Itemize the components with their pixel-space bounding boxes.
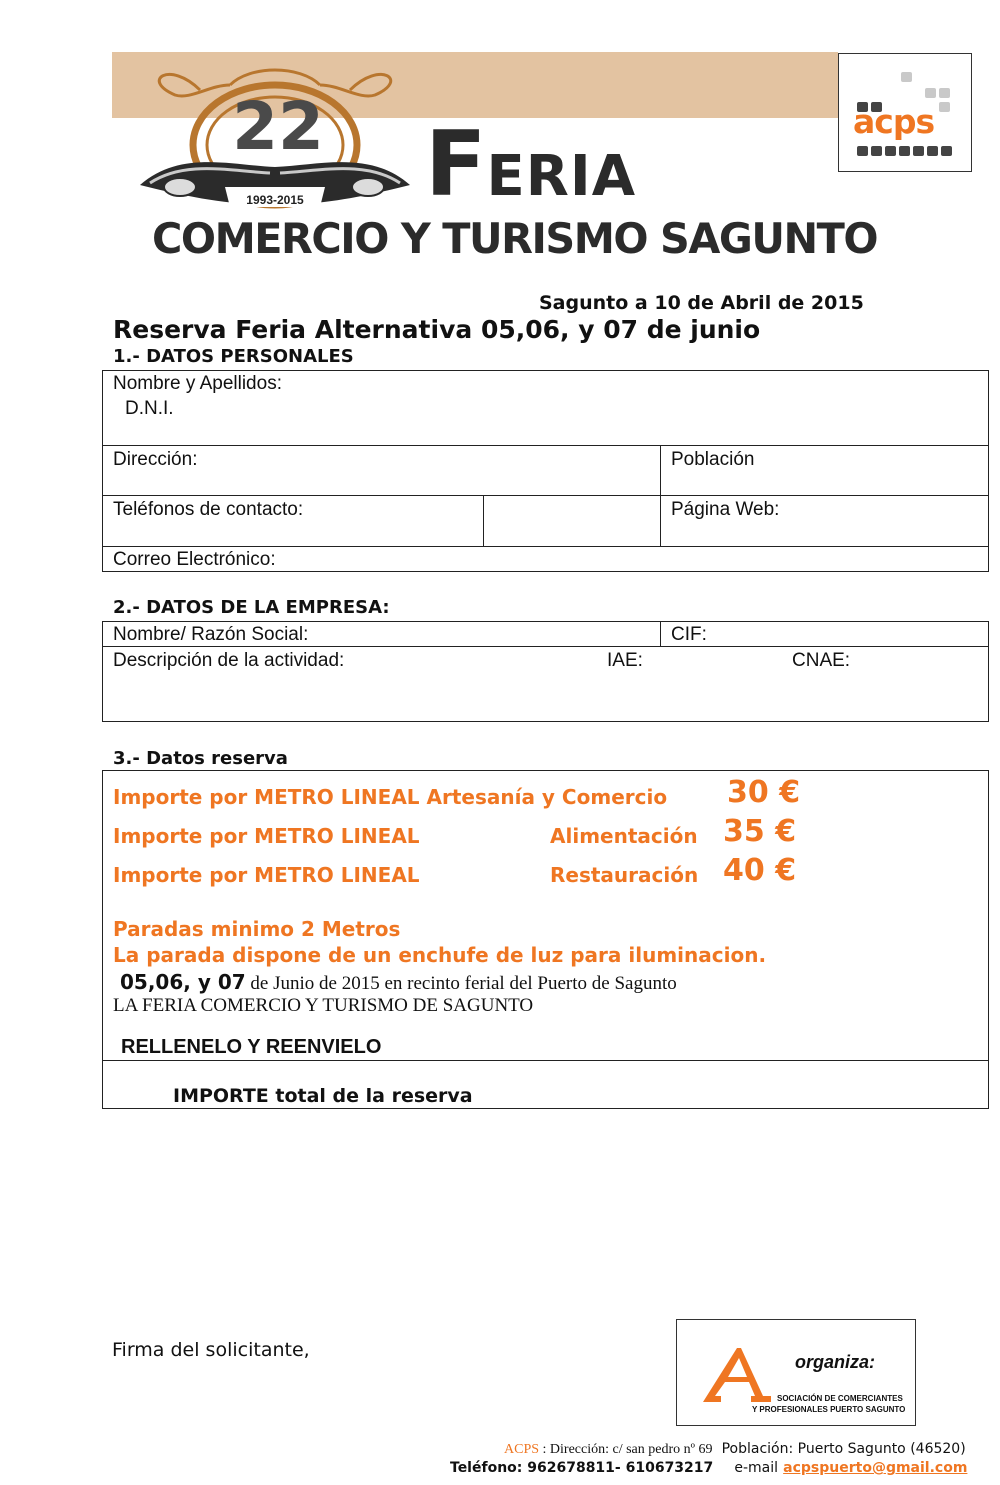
fair-title-initial: F — [425, 112, 487, 217]
price-row-alimentacion-value: 35 € — [723, 814, 797, 849]
dni-field-label[interactable]: D.N.I. — [125, 398, 174, 419]
dates-line — [120, 970, 677, 995]
row-divider — [102, 646, 989, 647]
firma-label: Firma del solicitante, — [112, 1339, 310, 1361]
section1-heading: 1.- DATOS PERSONALES — [113, 346, 354, 367]
footer-poblacion: Población: Puerto Sagunto (46520) — [721, 1441, 966, 1457]
organiza-label: organiza: — [795, 1352, 876, 1372]
organiza-logo-box — [676, 1319, 916, 1426]
footer-email-label: e-mail — [734, 1460, 779, 1476]
feria-name-line: LA FERIA COMERCIO Y TURISMO DE SAGUNTO — [113, 995, 534, 1016]
personal-data-table — [102, 370, 989, 572]
acps-logo-box — [838, 53, 972, 172]
organiza-line2: Y PROFESIONALES PUERTO SAGUNTO — [752, 1405, 906, 1414]
price-row-artesania-label: Importe por METRO LINEAL Artesanía y Comercio — [113, 785, 668, 809]
fair-title — [425, 112, 637, 217]
price-row-alimentacion-category: Alimentación — [550, 824, 698, 848]
price-row-artesania-value: 30 € — [727, 775, 801, 810]
price-row-restauracion-label: Importe por METRO LINEAL — [113, 863, 420, 887]
row-divider — [102, 495, 989, 496]
importe-total-field-label[interactable]: IMPORTE total de la reserva — [173, 1085, 473, 1107]
footer-contact-line — [450, 1457, 967, 1476]
date-line: Sagunto a 10 de Abril de 2015 — [539, 292, 864, 314]
correo-field-label[interactable]: Correo Electrónico: — [113, 549, 276, 570]
poblacion-field-label[interactable]: Población — [671, 449, 755, 470]
organiza-a-icon — [701, 1346, 773, 1404]
footer-email-link[interactable]: acpspuerto@gmail.com — [783, 1460, 968, 1476]
col-divider — [483, 495, 484, 546]
iae-field-label[interactable]: IAE: — [607, 650, 643, 671]
main-title: Reserva Feria Alternativa 05,06, y 07 de junio — [113, 315, 761, 344]
actividad-field-label[interactable]: Descripción de la actividad: — [113, 650, 345, 671]
row-divider — [102, 445, 989, 446]
fair-title-rest: ERIA — [486, 144, 637, 209]
col-divider — [660, 621, 661, 646]
note-power-outlet: La parada dispone de un enchufe de luz para iluminacion. — [113, 943, 767, 967]
cnae-field-label[interactable]: CNAE: — [792, 650, 851, 671]
web-field-label[interactable]: Página Web: — [671, 499, 780, 520]
price-row-restauracion-category: Restauración — [550, 863, 699, 887]
badge-number: 22 — [232, 88, 324, 165]
price-row-alimentacion-label: Importe por METRO LINEAL — [113, 824, 420, 848]
footer-telefono: Teléfono: 962678811- 610673217 — [450, 1460, 714, 1476]
row-divider — [102, 1060, 989, 1061]
cif-field-label[interactable]: CIF: — [671, 624, 707, 645]
acps-logo-text: acps — [853, 102, 935, 141]
organiza-line1: SOCIACIÓN DE COMERCIANTES — [777, 1394, 903, 1403]
row-divider — [102, 546, 989, 547]
rellenelo-instruction: RELLENELO Y REENVIELO — [121, 1036, 382, 1058]
razon-social-field-label[interactable]: Nombre/ Razón Social: — [113, 624, 309, 645]
note-minimum-meters: Paradas minimo 2 Metros — [113, 917, 401, 941]
footer-acps: ACPS — [504, 1442, 540, 1457]
col-divider — [660, 445, 661, 546]
footer-address-line — [504, 1438, 966, 1458]
footer-direccion: : Dirección: c/ san pedro nº 69 — [539, 1442, 713, 1457]
badge-years: 1993-2015 — [246, 193, 304, 207]
direccion-field-label[interactable]: Dirección: — [113, 449, 198, 470]
nombre-field-label[interactable]: Nombre y Apellidos: — [113, 373, 282, 394]
section3-heading: 3.- Datos reserva — [113, 748, 288, 769]
telefonos-field-label[interactable]: Teléfonos de contacto: — [113, 499, 304, 520]
dates-rest: de Junio de 2015 en recinto ferial del Puerto de Sagunto — [245, 973, 677, 994]
price-row-restauracion-value: 40 € — [723, 853, 797, 888]
section2-heading: 2.- DATOS DE LA EMPRESA: — [113, 597, 390, 618]
dates-bold: 05,06, y 07 — [120, 970, 246, 994]
fair-subtitle: COMERCIO Y TURISMO SAGUNTO — [152, 214, 878, 263]
